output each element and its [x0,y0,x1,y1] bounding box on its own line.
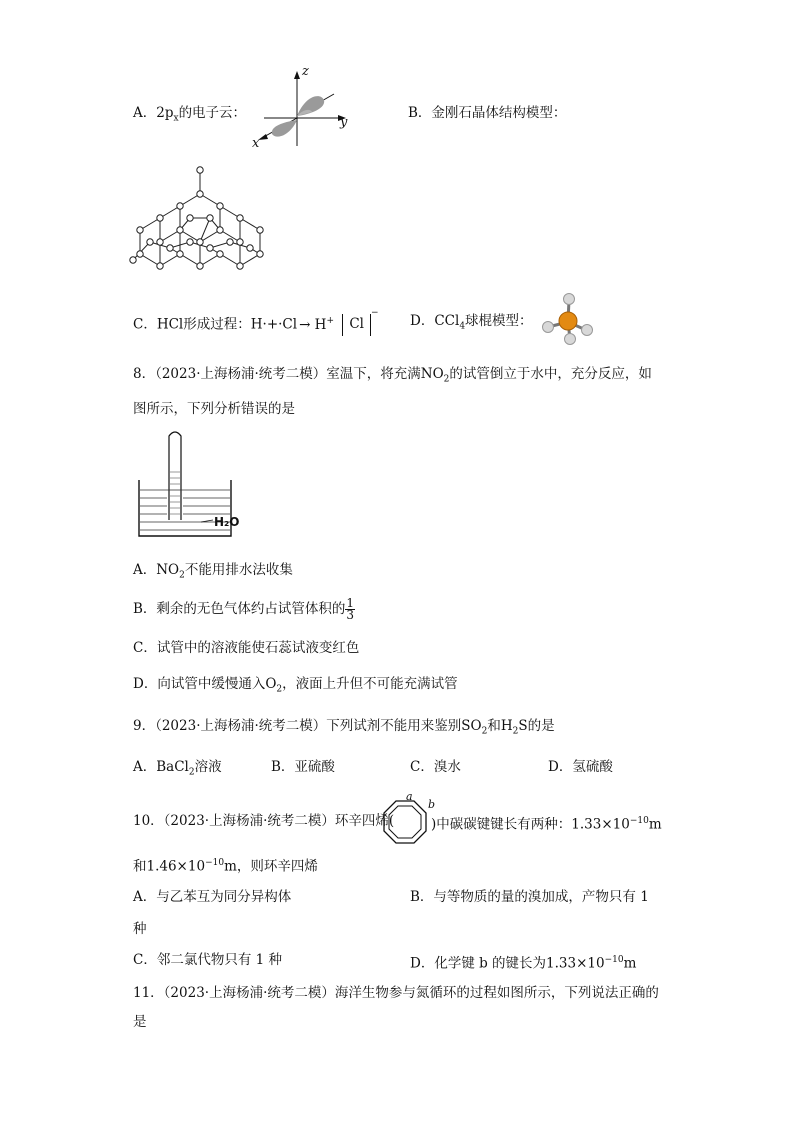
q8-option-d: D．向试管中缓慢通入$O_2$，液面上升但不可能充满试管 [133,676,458,695]
q8-option-c: C．试管中的溶液能使石蕊试液变红色 [133,640,360,656]
q9-option-c: C．溴水 [410,759,461,775]
bond-b-label: b [428,798,436,811]
q7-option-b: B．金刚石晶体结构模型： [408,105,567,121]
q9-stem: 9．（2023·上海杨浦·统考二模）下列试剂不能用来鉴别$SO_2$和$H_2S$的是 [133,718,555,737]
y-axis-label: y [340,115,348,130]
q8-stem-line1: 8．（2023·上海杨浦·统考二模）室温下，将充满$NO_2$的试管倒立于水中，充分反应，如 [133,366,652,385]
q10-option-d: D．化学键 b 的键长为$1.33\times 10^{-10}m$ [410,955,637,972]
q9-option-b: B．亚硫酸 [271,759,335,775]
q10-stem-pre: 10．（2023·上海杨浦·统考二模）环辛四烯( [133,813,395,829]
ccl4-ball-stick-model [538,292,598,346]
q7-option-a: A．$2p_x$的电子云： [133,105,247,124]
q10-option-a: A．与乙苯互为同分异构体 [133,889,292,905]
q11-stem-line2: 是 [133,1014,147,1030]
q10-stem-line2: 和$1.46\times 10^{-10}m$，则环辛四烯 [133,858,318,875]
x-axis-label: x [252,136,260,151]
q9-option-a: A．BaCl$_2$溶液 [133,759,222,778]
p-orbital-diagram [250,66,355,154]
z-axis-label: z [302,64,309,79]
q8-option-a: A．$NO_2$不能用排水法收集 [133,562,293,581]
q10-option-b: B．与等物质的量的溴加成，产物只有 1 [410,889,649,905]
q11-stem-line1: 11．（2023·上海杨浦·统考二模）海洋生物参与氮循环的过程如图所示，下列说法正确的 [133,985,659,1001]
q8-stem-line2: 图所示，下列分析错误的是 [133,401,295,417]
q10-stem-post: )中碳碳键键长有两种：$1.33\times 10^{-10}m$ [431,816,662,833]
cyclooctatetraene-structure [380,793,430,847]
q7-option-d: D．CCl$_4$球棍模型： [410,313,533,332]
fraction-one-third: $\frac{1}{3}$ [346,596,355,622]
bond-a-label: a [406,790,413,803]
q7-option-c: C．HCl形成过程：H·+·Cl → H+ Cl− [133,311,379,336]
diamond-structure-diagram [128,162,268,272]
q8-option-b: B．剩余的无色气体约占试管体积的 $\frac{1}{3}$ [133,596,355,622]
q10-option-b-continued: 种 [133,921,147,937]
q10-option-c: C．邻二氯代物只有 1 种 [133,952,283,968]
water-label: H₂O [214,515,240,529]
q9-option-d: D．氢硫酸 [548,759,613,775]
